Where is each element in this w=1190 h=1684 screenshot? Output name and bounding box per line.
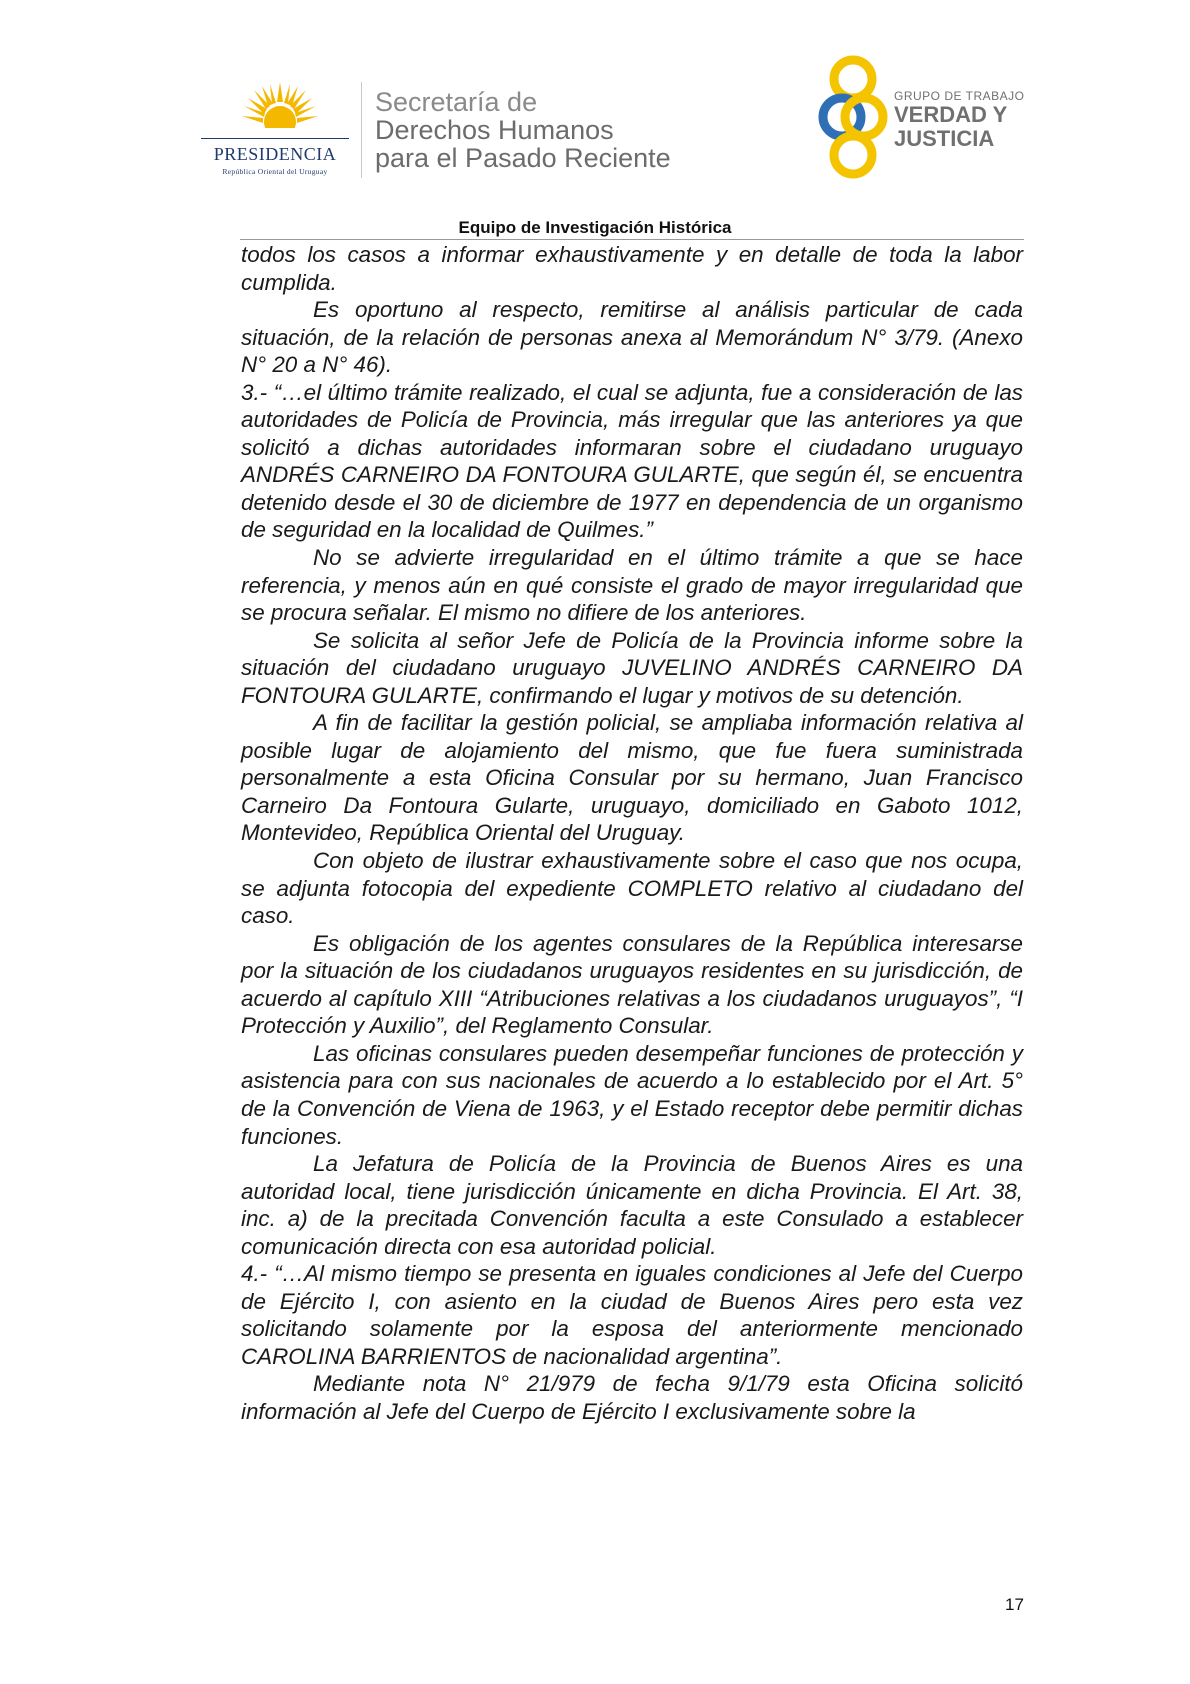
secretaria-line-3: para el Pasado Reciente [375, 143, 671, 173]
presidencia-rule [201, 138, 349, 139]
document-body [241, 241, 1023, 1426]
interlocking-rings-icon [818, 55, 888, 180]
body-paragraph: Es obligación de los agentes consulares de la República interesarse por la situación de los ciudadanos uruguayos residentes en su jurisdicción, de acuerdo al capítulo XIII “Atribuciones relativas a los ciudadanos uruguayos”, “I Protección y Auxilio”, del Reglamento Consular. [241, 930, 1023, 1039]
body-paragraph: Se solicita al señor Jefe de Policía de la Provincia informe sobre la situación del ciudadano uruguayo JUVELINO ANDRÉS CARNEIRO DA FONTOURA GULARTE, confirmando el lugar y motivos de su detención. [241, 627, 1023, 708]
presidencia-wordmark: PRESIDENCIA [213, 144, 337, 164]
justicia-label: JUSTICIA [894, 126, 995, 151]
body-paragraph: Mediante nota N° 21/979 de fecha 9/1/79 esta Oficina solicitó información al Jefe del Cuerpo de Ejército I exclusivamente sobre la [241, 1371, 1023, 1424]
secretaria-line-2: Derechos Humanos [375, 115, 614, 145]
sun-emblem-icon [240, 78, 320, 136]
section-title: Equipo de Investigación Histórica [458, 218, 732, 237]
body-paragraph: A fin de facilitar la gestión policial, se ampliaba información relativa al posible lugar de alojamiento del mismo, que fue fuera suministrada personalmente a esta Oficina Consular por su hermano, Juan Francisco Carneiro Da Fontoura Gularte, uruguayo, domiciliado en Gaboto 1012, Montevideo, República Oriental del Uruguay. [241, 710, 1023, 846]
body-paragraph: 4.- “…Al mismo tiempo se presenta en iguales condiciones al Jefe del Cuerpo de Ejército I, con asiento en la ciudad de Buenos Aires pero esta vez solicitando solamente por la esposa del anteriormente mencionado CAROLINA BARRIENTOS de nacionalidad argentina”. [241, 1261, 1023, 1369]
grupo-de-trabajo-label: GRUPO DE TRABAJO [894, 89, 1025, 103]
logo-divider [361, 82, 362, 178]
body-paragraph: Las oficinas consulares pueden desempeñar funciones de protección y asistencia para con sus nacionales de acuerdo a lo establecido por el Art. 5° de la Convención de Viena de 1963, y el Estado receptor debe permitir dichas funciones. [241, 1040, 1023, 1149]
verdad-justicia-logo [818, 55, 1028, 185]
body-paragraph: 3.- “…el último trámite realizado, el cual se adjunta, fue a consideración de las autoridades de Policía de Provincia, más irregular que las anteriores ya que solicitó a dichas autoridades informaran sobre el ciudadano uruguayo ANDRÉS CARNEIRO DA FONTOURA GULARTE, que según él, se encuentra detenido desde el 30 de diciembre de 1977 en dependencia de un organismo de seguridad en la localidad de Quilmes.” [241, 379, 1023, 543]
secretaria-logo-text [375, 88, 671, 172]
verdad-justicia-text [894, 89, 1024, 151]
page-header [0, 0, 1190, 240]
body-paragraph: Es oportuno al respecto, remitirse al análisis particular de cada situación, de la relación de personas anexa al Memorándum N° 3/79. (Anexo N° 20 a N° 46). [241, 297, 1023, 378]
presidencia-logo [195, 78, 355, 178]
body-paragraph: La Jefatura de Policía de la Provincia de Buenos Aires es una autoridad local, tiene jurisdicción únicamente en dicha Provincia. El Art. 38, inc. a) de la precitada Convención faculta a este Consulado a establecer comunicación directa con esa autoridad policial. [241, 1151, 1023, 1259]
body-paragraph: todos los casos a informar exhaustivamente y en detalle de toda la labor cumplida. [241, 242, 1023, 295]
header-rule [240, 239, 1024, 240]
body-paragraph: Con objeto de ilustrar exhaustivamente sobre el caso que nos ocupa, se adjunta fotocopia del expediente COMPLETO relativo al ciudadano del caso. [241, 848, 1023, 929]
verdad-y-label: VERDAD Y [894, 102, 1008, 127]
presidencia-subtitle: República Oriental del Uruguay [222, 167, 328, 176]
body-paragraph: No se advierte irregularidad en el último trámite a que se hace referencia, y menos aún en qué consiste el grado de mayor irregularidad que se procura señalar. El mismo no difiere de los anteriores. [241, 545, 1023, 626]
page-number: 17 [1005, 1595, 1024, 1614]
secretaria-line-1: Secretaría de [375, 87, 538, 117]
